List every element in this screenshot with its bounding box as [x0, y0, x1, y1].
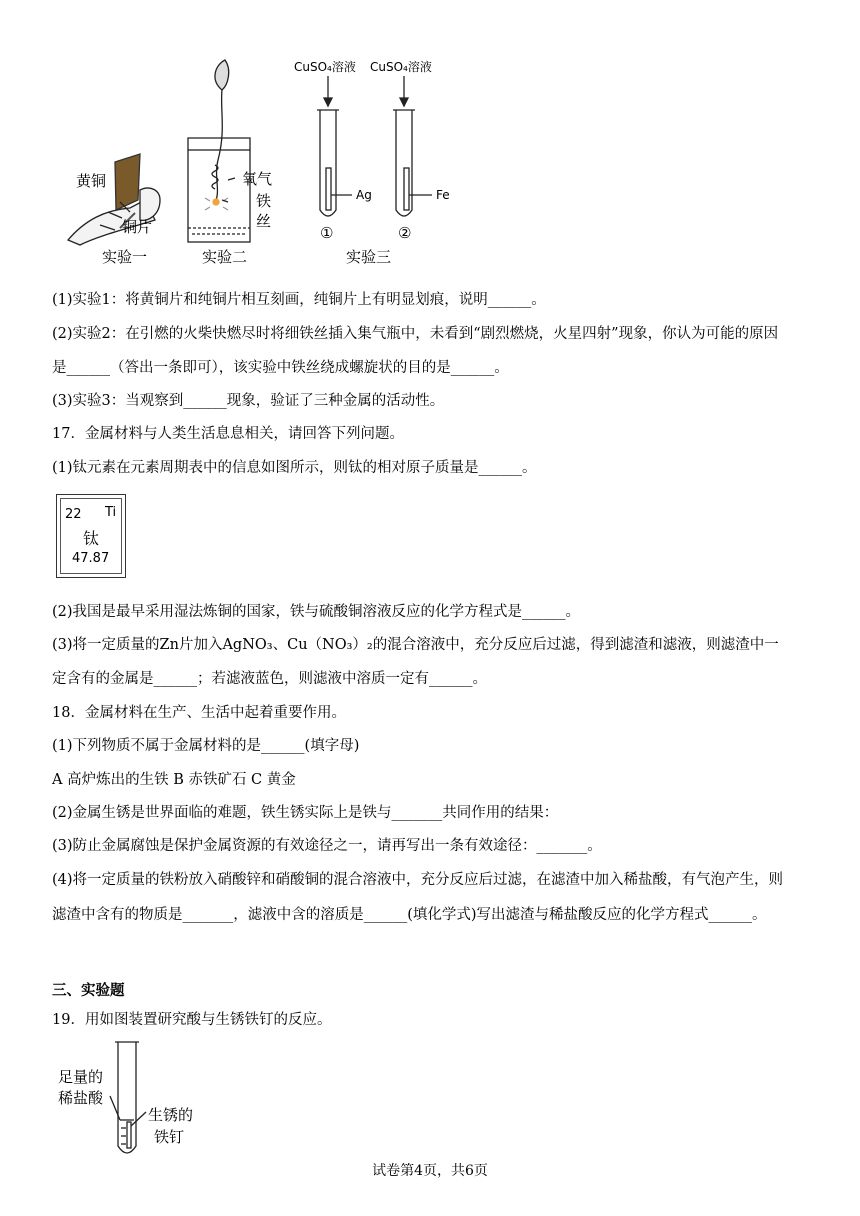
element-symbol: Ti [105, 505, 117, 520]
q18-options: A 高炉炼出的生铁 B 赤铁矿石 C 黄金 [52, 772, 296, 788]
q17-title: 17．金属材料与人类生活息息相关，请回答下列问题。 [52, 426, 404, 442]
experiment-figure [60, 50, 480, 275]
q16-line-4: (3)实验3：当观察到______现象，验证了三种金属的活动性。 [52, 393, 445, 409]
q19-title: 19．用如图装置研究酸与生锈铁钉的反应。 [52, 1012, 332, 1028]
q18-line-5: 滤渣中含有的物质是_______，滤液中含的溶质是______(填化学式)写出滤渣与稀盐酸反应的化学方程式______。 [52, 907, 767, 923]
element-name: 钛 [83, 529, 100, 548]
q16-line-3: 是______（答出一条即可），该实验中铁丝绕成螺旋状的目的是______。 [52, 360, 509, 376]
q18-line-2: (2)金属生锈是世界面临的难题，铁生锈实际上是铁与_______共同作用的结果： [52, 805, 559, 821]
q18-line-4: (4)将一定质量的铁粉放入硝酸锌和硝酸铜的混合溶液中，充分反应后过滤，在滤渣中加入稀盐酸，有气泡产生，则 [52, 872, 784, 888]
exp3-num-2: ② [398, 224, 412, 242]
exp2-caption: 实验二 [202, 248, 248, 266]
exp3-caption: 实验三 [346, 248, 392, 266]
exp1-label-brass: 黄铜 [76, 172, 107, 190]
q18-title: 18．金属材料在生产、生活中起着重要作用。 [52, 705, 346, 721]
exp3-metal-ag: Ag [356, 188, 372, 202]
exp3-reagent-1: CuSO₄溶液 [294, 60, 356, 74]
q18-line-3: (3)防止金属腐蚀是保护金属资源的有效途径之一，请再写出一条有效途径：_______。 [52, 838, 602, 854]
element-number: 22 [65, 507, 82, 522]
exp1-caption: 实验一 [102, 248, 148, 266]
rusty-nail-tube-figure [100, 1038, 180, 1168]
q17-line-3: (3)将一定质量的Zn片加入AgNO₃、Cu（NO₃）₂的混合溶液中，充分反应后过滤，得到滤渣和滤液，则滤渣中一 [52, 637, 779, 653]
tube-label-nail-1: 生锈的 [148, 1106, 194, 1124]
q17-line-4: 定含有的金属是______；若滤液蓝色，则滤液中溶质一定有______。 [52, 671, 487, 687]
exp2-label-iron-1: 铁 [256, 192, 272, 210]
exp3-tubes [317, 76, 432, 216]
titanium-element-card [56, 494, 126, 578]
q18-line-1: (1)下列物质不属于金属材料的是______(填字母) [52, 738, 360, 754]
exp3-metal-fe: Fe [436, 188, 450, 202]
exp1-label-copper: 铜片 [122, 218, 153, 236]
exp2-label-oxygen: 氧气 [242, 170, 273, 188]
tube-label-acid-1: 足量的 [58, 1068, 104, 1086]
page-footer: 试卷第4页，共6页 [372, 1163, 488, 1179]
q17-line-1: (1)钛元素在元素周期表中的信息如图所示，则钛的相对原子质量是______。 [52, 460, 537, 476]
section-heading: 三、实验题 [52, 982, 125, 999]
tube-label-acid-2: 稀盐酸 [58, 1089, 104, 1107]
element-mass: 47.87 [72, 551, 110, 566]
q17-line-2: (2)我国是最早采用湿法炼铜的国家，铁与硫酸铜溶液反应的化学方程式是______。 [52, 604, 581, 620]
exp2-label-iron-2: 丝 [256, 212, 272, 230]
q16-line-1: (1)实验1：将黄铜片和纯铜片相互刻画，纯铜片上有明显划痕，说明______。 [52, 292, 546, 308]
exp3-reagent-2: CuSO₄溶液 [370, 60, 432, 74]
exp2-jar [188, 60, 250, 242]
tube-label-nail-2: 铁钉 [154, 1128, 185, 1146]
q16-line-2: (2)实验2：在引燃的火柴快燃尽时将细铁丝插入集气瓶中，未看到“剧烈燃烧，火星四射”现象，你认为可能的原因 [52, 326, 779, 342]
exp3-num-1: ① [320, 224, 334, 242]
